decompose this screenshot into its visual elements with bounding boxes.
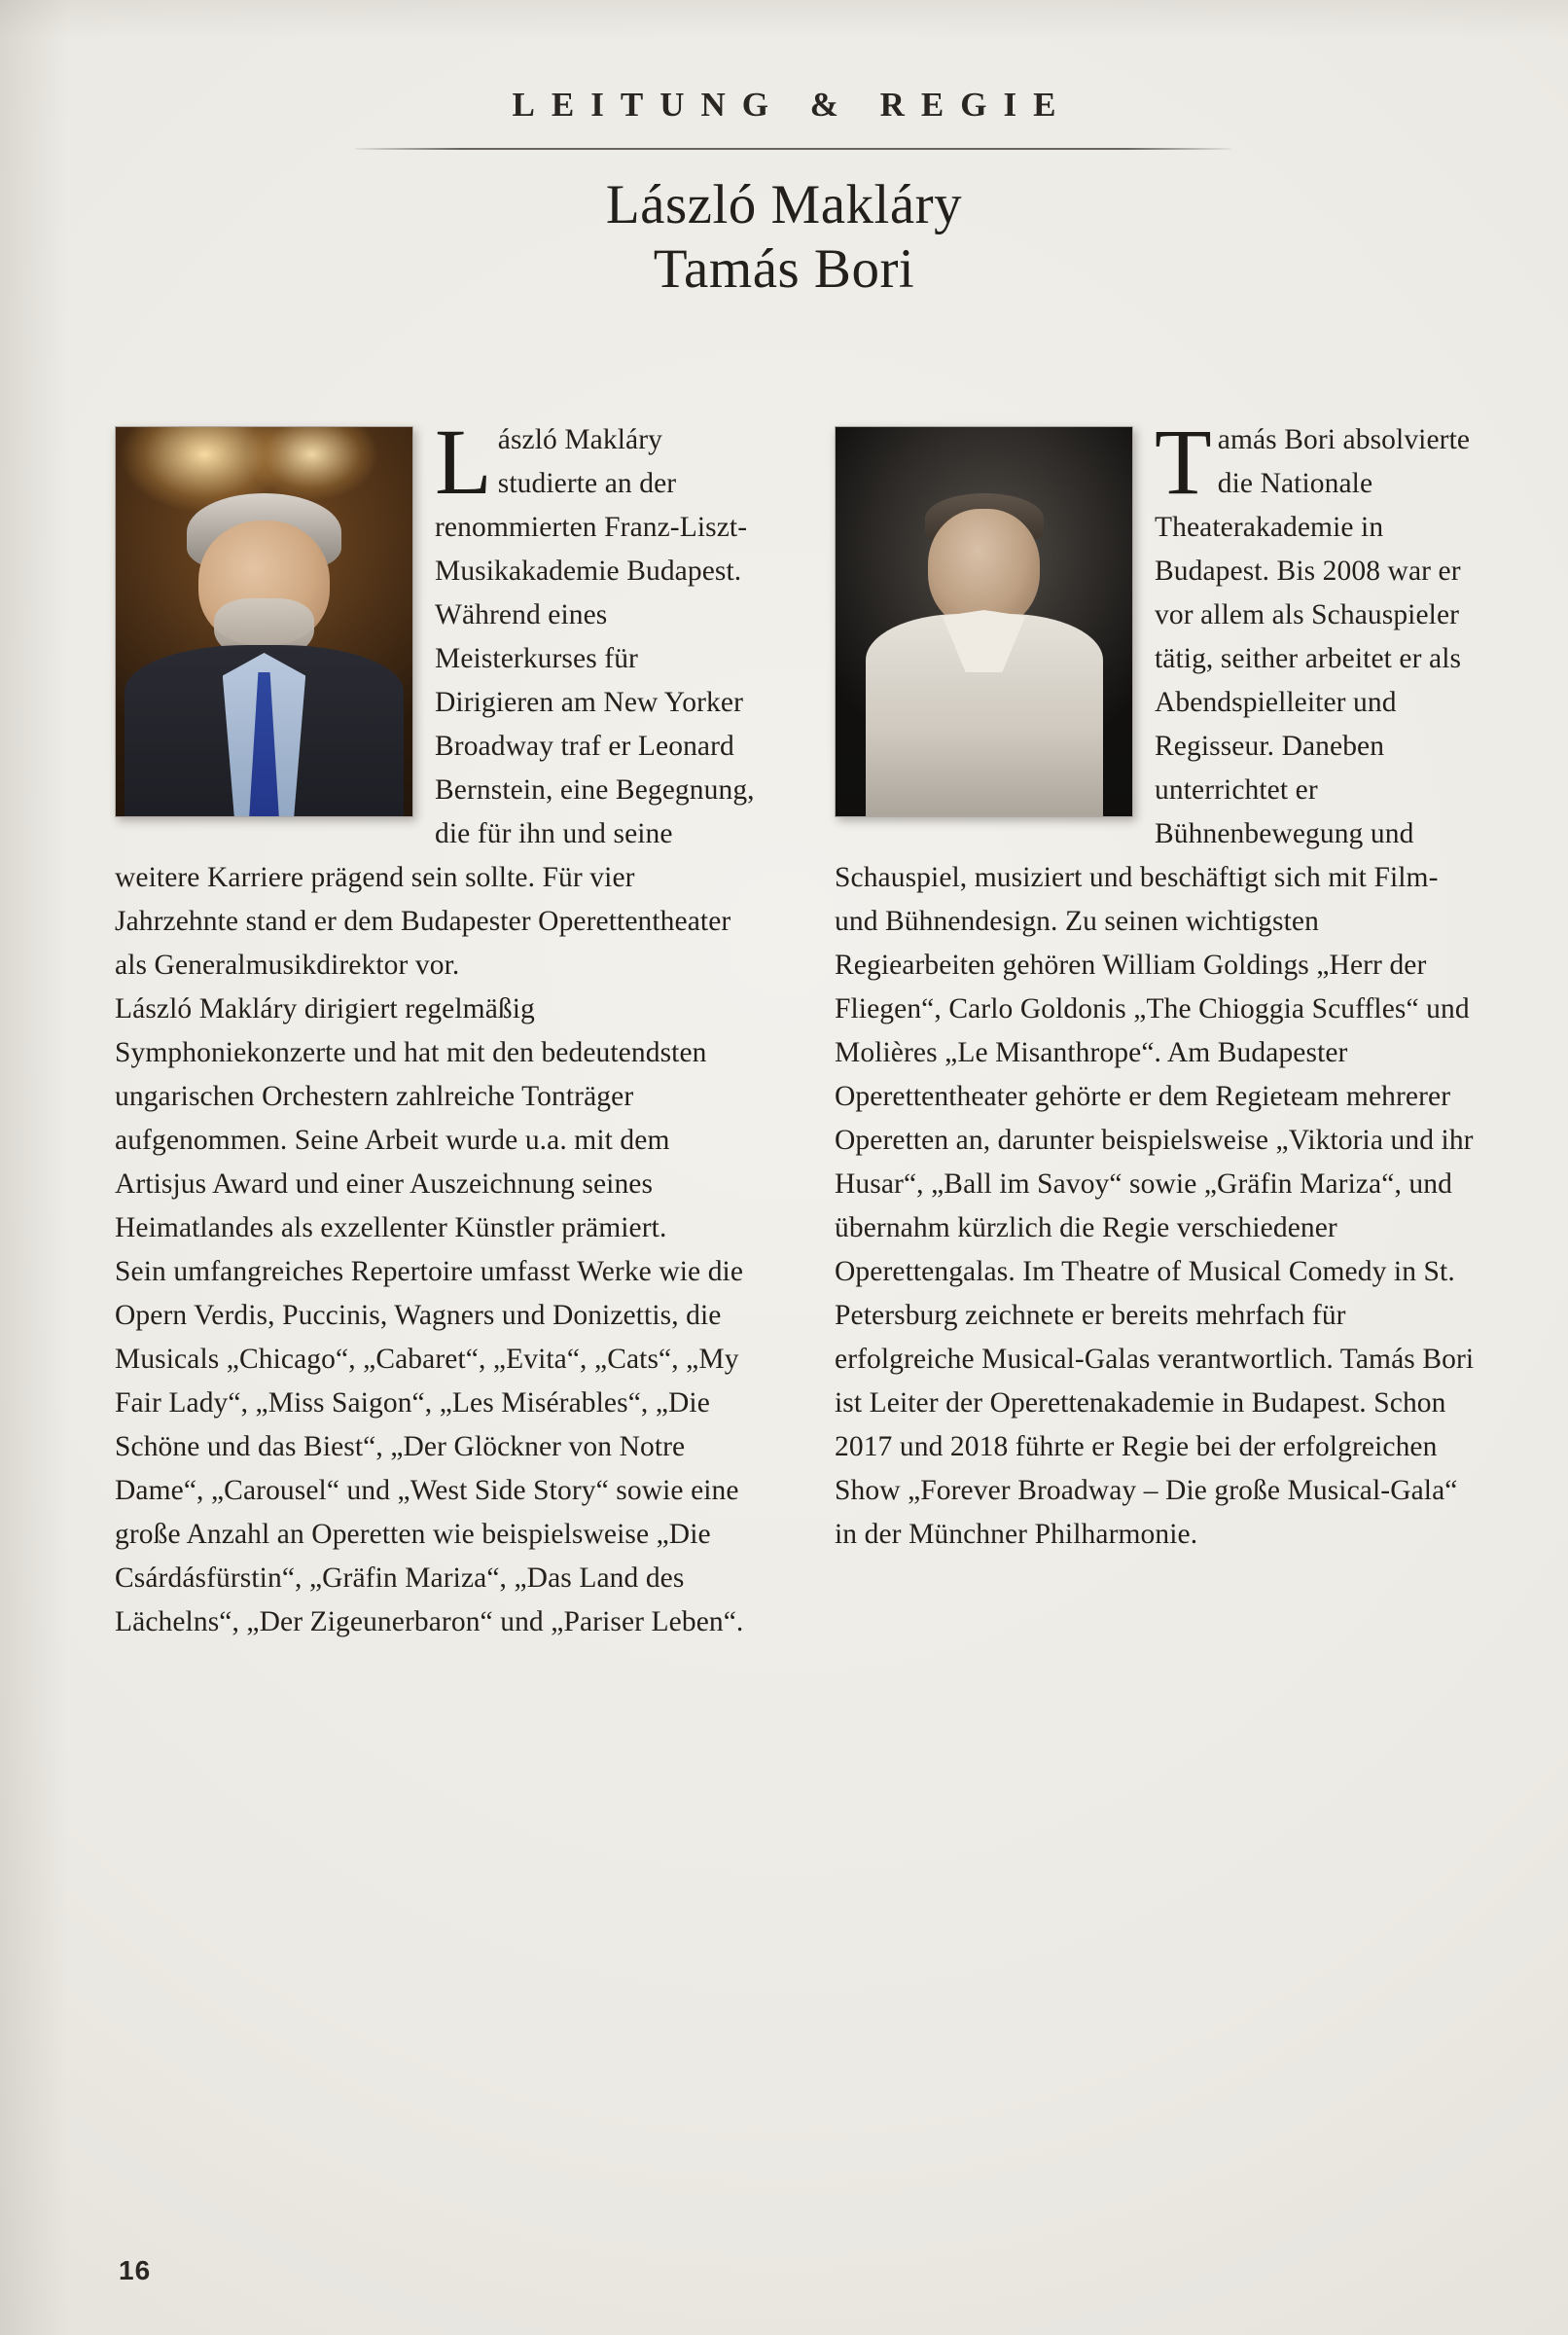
header-divider [355, 148, 1230, 150]
column-maklary [115, 410, 757, 1644]
dropcap-l: L [435, 410, 492, 514]
title-line-1: László Makláry [605, 174, 963, 235]
bio-lead-text-bori: amás Bori absolvierte die Nationale Theaterakademie in Budapest. Bis 2008 war er vor allem als Schauspieler tätig, seither arbeitet er als Abendspielleiter und Regisseur. Daneben unterrichtet er Bühnenbewegung und Schauspiel, musiziert und beschäftigt sich mit Film- und Bühnendesign. Zu seinen wichtigsten Regiearbeiten gehören William Goldings „Herr der Fliegen“, Carlo Goldonis „The Chioggia Scuffles“ und Molières „Le Misanthrope“. Am Budapester Operettentheater gehörte er dem Regieteam mehrerer Operetten an, darunter beispielsweise „Viktoria und ihr Husar“, „Ball im Savoy“ sowie „Gräfin Mariza“, und übernahm kürzlich die Regie verschiedener Operettengalas. Im Theatre of Musical Comedy in St. Petersburg zeichnete er bereits mehrfach für erfolgreiche Musical-Galas verantwortlich. Tamás Bori ist Leiter der Operettenakademie in Budapest. Schon 2017 und 2018 führte er Regie bei der erfolgreichen Show „Forever Broadway – Die große Musical-Gala“ in der Münchner Philharmonie. [835, 424, 1475, 1550]
page-number: 16 [119, 2255, 152, 2285]
article-columns [115, 410, 1477, 1644]
section-kicker: LEITUNG & REGIE [512, 86, 1073, 124]
title-line-2: Tamás Bori [653, 237, 915, 300]
bio-paragraph-maklary-1: László Makláry dirigiert regelmäßig Symphoniekonzerte und hat mit den bedeutendsten ungarischen Orchestern zahlreiche Tonträger aufgenommen. Seine Arbeit wurde u.a. mit dem Artisjus Award und einer Auszeichnung seines Heimatlandes als exzellenter Künstler prämiert. [115, 993, 707, 1243]
page-title [0, 173, 1568, 301]
bio-paragraph-maklary-2: Sein umfangreiches Repertoire umfasst Werke wie die Opern Verdis, Puccinis, Wagners und Donizettis, die Musicals „Chicago“, „Cabaret“, „Evita“, „Cats“, „My Fair Lady“, „Miss Saigon“, „Les Misérables“, „Die Schöne und das Biest“, „Der Glöckner von Notre Dame“, „Carousel“ und „West Side Story“ sowie eine große Anzahl an Operetten wie beispielsweise „Die Csárdásfürstin“, „Gräfin Mariza“, „Das Land des Lächelns“, „Der Zigeunerbaron“ und „Pariser Leben“. [115, 1256, 744, 1637]
dropcap-t: T [1155, 410, 1212, 514]
portrait-tamas-bori [835, 426, 1133, 817]
column-bori [835, 410, 1477, 1644]
bio-lead-text-maklary: ászló Makláry studierte an der renommierten Franz-Liszt-Musikakademie Budapest. Während eines Meisterkurses für Dirigieren am New Yorker Broadway traf er Leonard Bernstein, eine Begegnung, die für ihn und seine weitere Karriere prägend sein sollte. Für vier Jahrzehnte stand er dem Budapester Operettentheater als Generalmusikdirektor vor. [115, 424, 755, 981]
portrait-laszlo-maklary [115, 426, 413, 817]
